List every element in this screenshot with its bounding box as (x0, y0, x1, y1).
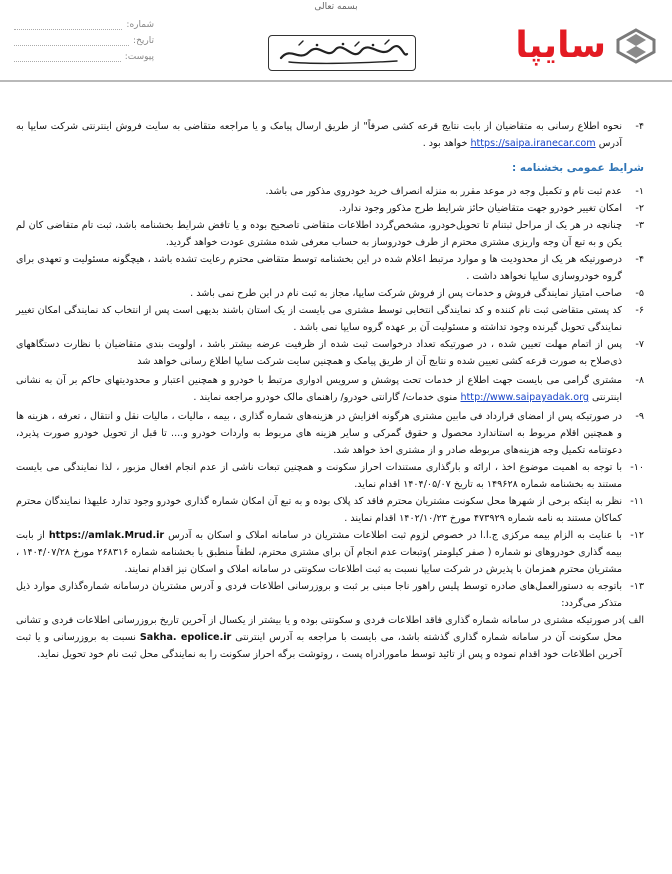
slogan-calligraphy (268, 35, 416, 71)
logo-text: سایپا (515, 25, 606, 66)
saipa-sales-link[interactable]: https://saipa.iranecar.com (470, 138, 596, 149)
list-item: ۴- درصورتیکه هر یک از محدودیت ها و موارد مرتبط اعلام شده در این بخشنامه توسط متقاضی محترم رعایت تشده باشد ، هیچگونه مسئولیت و تعهدی برای گروه خودروسازی سایپا نخواهد داشت . (16, 254, 644, 282)
section-title: شرایط عمومی بخشنامه : (511, 162, 644, 174)
saipa-logo (498, 22, 658, 72)
list-item: ۱- عدم ثبت نام و تکمیل وجه در موعد مقرر به منزله انصراف خرید خودروی مذکور می باشد. (265, 186, 644, 197)
list-item: ۱۳- باتوجه به دستورالعمل‌های صادره توسط پلیس راهور ناجا مبنی بر ثبت و بروزرسانی اطلاعات فردی و آدرس مشتریان درسامانه شماره‌گذاری موارد ذیل متذکر می‌گردد: (16, 581, 644, 609)
list-item: ۶- کد پستی متقاضی ثبت نام کننده و کد نمایندگی انتخابی توسط مشتری می بایست از یک استان باشند بدیهی است پس از انتخاب کد نمایندگی امکان تغییر نمایندگی تحویل گیرنده وجود تداشته و مسئولیت آن بر عهده گروه سایپا نمی باشد . (16, 305, 644, 333)
list-item: ۳- چنانچه در هر یک از مراحل ثبتنام تا تحویل‌خودرو، مشخص‌گردد اطلاعات متقاضی تاصحیح بوده و یا تافض شرایط بخشنامه باشد، ثبت تام متقاضی کان لم یکن و به تبع آن وجه واریزی مشتری محترم از طرف خودروساز به حساب معرفی شده مشتری عودت خواهد گردید. (16, 220, 644, 248)
list-item: ۱۱- نظر به اینکه برخی از شهرها محل سکونت مشتریان محترم فاقد کد پلاک بوده و به تبع آن امکان شماره گذاری خودرو وجود تدارد علیهذا نمایندگان محترم کماکان مستند به نامه شماره ۴۷۳۹۲۹ مورخ ۱۴۰۲/۱۰/۲۳ اقدام نمایند . (16, 496, 644, 524)
meta-attachment: پیوست: (14, 46, 154, 62)
sub-list-item: الف ) در صورتیکه مشتری در سامانه شماره گذاری فاقد اطلاعات فردی و سکونتی بوده و یا بیشتر از یکسال از آخرین تاریخ بروزرسانی اطلاعات فردی و تشانی محل سکونت آن در سامانه شماره گذاری گذشته باشد، می بایست با مراجعه به آدرس اینترنتی Sakha. epolice.ir نسبت به بروزرسانی و یا ثبت آخرین اطلاعات خود اقدام نموده و پس از تائید توسط مامورادراه پست ، روتوشت برگه احراز سکونت را به نمایندگی محل ثبت نام خود تحویل نماید. (16, 615, 644, 660)
sakha-epolice-link[interactable]: Sakha. epolice.ir (139, 632, 232, 643)
saipayadak-link[interactable]: http://www.saipayadak.org (460, 392, 589, 403)
slogan-calligraphy-image (269, 36, 415, 70)
letter-meta (14, 14, 154, 62)
amlak-link[interactable]: https://amlak.Mrud.ir (48, 530, 165, 541)
list-item: ۱۰- با توجه به اهمیت موضوع اخذ ، ارائه و بارگذاری مستندات احراز سکونت و همچنین تبعات ناشی از عدم انجام افعال مزبور ، لذا نمایندگی می بایست مستند به بخشنامه شماره ۱۴۹۶۲۸ به تاریخ ۱۴۰۴/۰۵/۰۷ اقدام نماید. (16, 462, 644, 490)
list-item: ۹- در صورتیکه پس از امضای قرارداد فی مابین مشتری هرگونه افزایش در هزینه‌های شماره گذاری ، بیمه ، مالیات ، مالیات نقل و انتقال ، تعرفه ، هزینه ها و همچنین اقلام مربوط به استاندارد محصول و حقوق گمرکی و سایر هزینه های مربوط به واردات خودرو و.... تا قبل از تحویل خودرو صورت پذیرد، دعوتنامه تکمیل وجه هزینه‌های مربوطه صادر و از مشتری اخذ خواهد شد. (16, 411, 644, 456)
bismillah-text: بسمه تعالی (314, 2, 358, 12)
list-item: ۱۲- با عنایت به الزام بیمه مرکزی ج.ا.ا در خصوص لزوم ثبت اطلاعات مشتریان در سامانه املاک و اسکان به آدرس https://amlak.Mrud.ir از بابت بیمه گذاری خودروهای نو شماره ( صفر کیلومتر )وتبعات عدم انجام آن برای مشتری محترم، لطفاً منطبق با بخشنامه شماره ۲۶۸۳۱۶ مورخ ۱۴۰۴/۰۷/۲۸ ، مشتریان محترم همزمان با پذیرش در شرکت سایپا نسبت به ثبت اطلاعات سکونتی در سامانه املاک و اسکان نیز اقدام نمایند. (16, 530, 644, 575)
document-body (16, 118, 644, 663)
meta-number: شماره: (14, 14, 154, 30)
meta-date: تاریخ: (14, 30, 154, 46)
list-item: ۸- مشتری گرامی می بایست جهت اطلاع از خدمات تحت پوشش و سرویس ادواری مرتبط با خودرو و همچنین اعتبار و محدودیتهای حاکم بر آن به نشانی اینترنتی http://www.saipayadak.org منوی خدمات/ گارانتی خودرو/ راهنمای مالک خودرو مراجعه نمایند . (16, 375, 644, 403)
list-item: ۵- صاحب امتیاز نمایندگی فروش و خدمات پس از فروش شرکت سایپا، مجاز به ثبت نام در این طرح نمی باشد . (190, 288, 644, 299)
list-item: ۲- امکان تغییر خودرو جهت متقاضیان حائز شرایط طرح مذکور وجود ندارد. (338, 203, 644, 214)
list-item: ۷- پس از اتمام مهلت تعیین شده ، در صورتیکه تعداد درخواست ثبت شده از ظرفیت عرضه بیشتر باشد ، اولویت بندی متقاضیان با نظارت دستگاههای ذی‌صلاح به صورت قرعه کشی تعیین شده و نتایج آن از طریق پیامک و همچنین سایت شرکت سایپا اطلاع رسانی خواهد شد (16, 339, 644, 367)
saipa-emblem-icon (614, 26, 658, 66)
intro-paragraph: ۴- نحوه اطلاع رسانی به متقاضیان از بابت نتایج قرعه کشی صرفاً" از طریق ارسال پیامک و یا مراجعه متقاضی به سایت فروش اینترنتی شرکت سایپا به آدرس https://saipa.iranecar.com خواهد بود . (16, 121, 644, 149)
header-divider (0, 80, 672, 82)
